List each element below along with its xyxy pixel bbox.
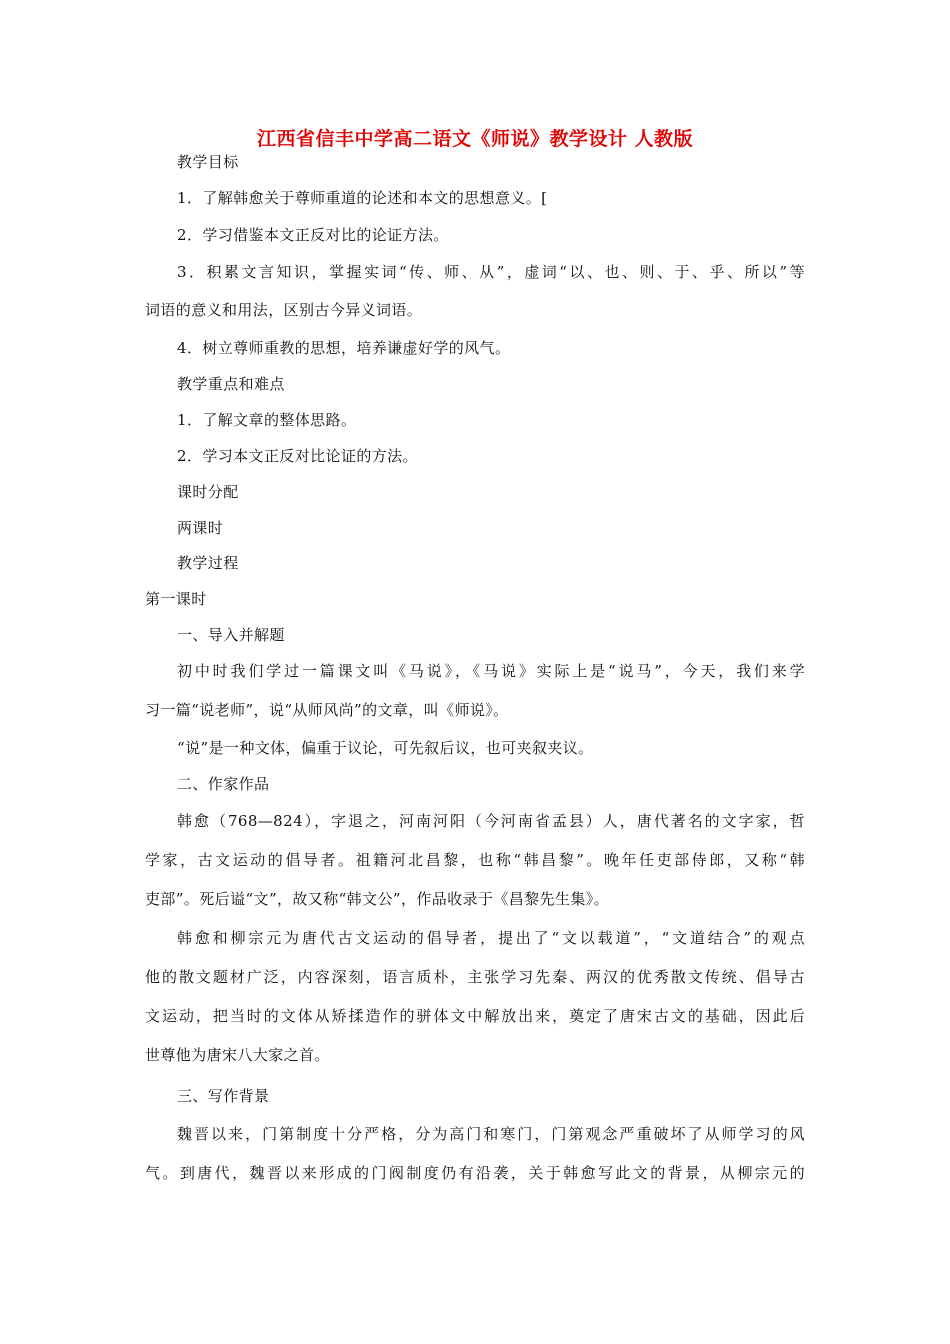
background-paragraph-line-2: 气。到唐代，魏晋以来形成的门阀制度仍有沿袭，关于韩愈写此文的背景，从柳宗元的 xyxy=(145,1164,805,1182)
heading-class-hours: 课时分配 xyxy=(177,483,239,501)
movement-paragraph-line-4: 世尊他为唐宋八大家之首。 xyxy=(145,1046,330,1064)
background-paragraph-line-1: 魏晋以来，门第制度十分严格，分为高门和寒门，门第观念严重破坏了从师学习的风 xyxy=(177,1125,805,1143)
goal-item-4: 4．树立尊师重教的思想，培养谦虚好学的风气。 xyxy=(177,339,511,357)
class-hours-value: 两课时 xyxy=(177,519,224,537)
key-point-2: 2．学习本文正反对比论证的方法。 xyxy=(177,447,418,465)
document-title: 江西省信丰中学高二语文《师说》教学设计 人教版 xyxy=(256,128,694,150)
heading-key-points: 教学重点和难点 xyxy=(177,375,285,393)
intro-paragraph-line-1: 初中时我们学过一篇课文叫《马说》，《马说》实际上是“说马”，今天，我们来学 xyxy=(177,662,805,680)
shuo-genre-paragraph: “说”是一种文体，偏重于议论，可先叙后议，也可夹叙夹议。 xyxy=(177,739,594,757)
section-background-heading: 三、写作背景 xyxy=(177,1087,270,1105)
key-point-1: 1．了解文章的整体思路。 xyxy=(177,411,357,429)
heading-first-lesson: 第一课时 xyxy=(145,590,207,608)
movement-paragraph-line-2: 他的散文题材广泛，内容深刻，语言质朴，主张学习先秦、两汉的优秀散文传统、倡导古 xyxy=(145,968,805,986)
section-intro-heading: 一、导入并解题 xyxy=(177,626,285,644)
author-paragraph-line-3: 吏部”。死后谥“文”，故又称“韩文公”，作品收录于《昌黎先生集》。 xyxy=(145,890,610,908)
intro-paragraph-line-2: 习一篇“说老师”，说“从师风尚”的文章，叫《师说》。 xyxy=(145,701,509,719)
goal-item-1: 1．了解韩愈关于尊师重道的论述和本文的思想意义。[ xyxy=(177,189,548,207)
section-author-heading: 二、作家作品 xyxy=(177,775,270,793)
movement-paragraph-line-1: 韩愈和柳宗元为唐代古文运动的倡导者，提出了“文以载道”，“文道结合”的观点 xyxy=(177,929,805,947)
heading-teaching-goals: 教学目标 xyxy=(177,153,239,171)
movement-paragraph-line-3: 文运动，把当时的文体从矫揉造作的骈体文中解放出来，奠定了唐宋古文的基础，因此后 xyxy=(145,1007,805,1025)
author-paragraph-line-1: 韩愈（768—824），字退之，河南河阳（今河南省孟县）人，唐代著名的文字家，哲 xyxy=(177,812,805,830)
goal-item-3: 3．积累文言知识，掌握实词“传、师、从”，虚词“以、也、则、于、乎、所以”等 xyxy=(177,263,805,281)
goal-item-2: 2．学习借鉴本文正反对比的论证方法。 xyxy=(177,226,449,244)
heading-teaching-process: 教学过程 xyxy=(177,554,239,572)
goal-item-3-cont: 词语的意义和用法，区别古今异义词语。 xyxy=(145,301,423,319)
author-paragraph-line-2: 学家，古文运动的倡导者。祖籍河北昌黎，也称“韩昌黎”。晚年任吏部侍郎，又称“韩 xyxy=(145,851,805,869)
